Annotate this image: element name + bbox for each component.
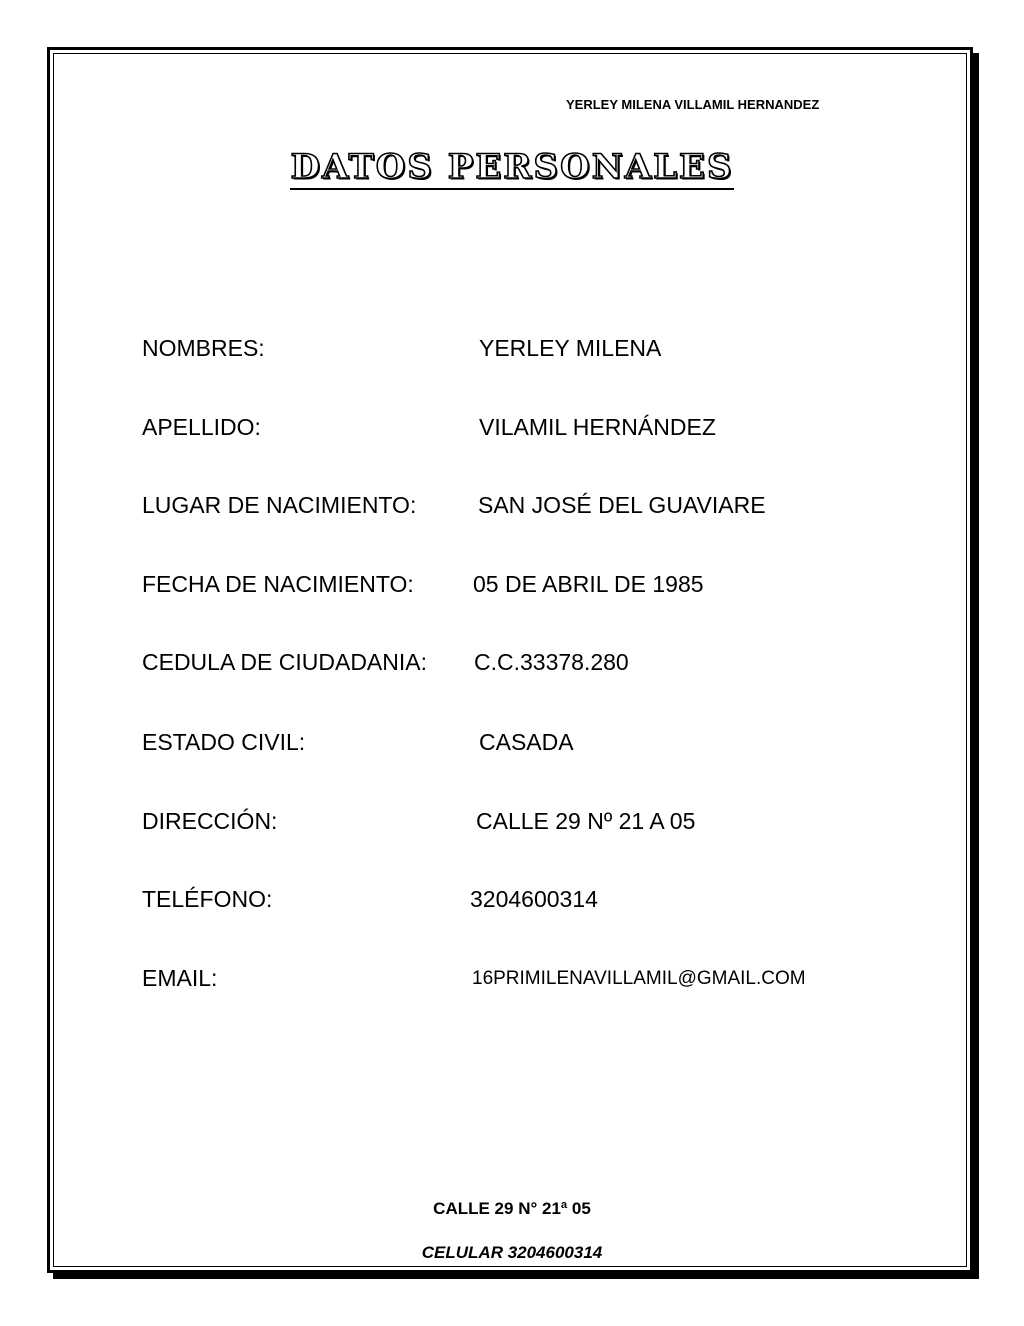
field-row-telefono [142,886,922,916]
field-value: SAN JOSÉ DEL GUAVIARE [478,492,766,518]
field-row-cedula [142,649,922,679]
field-label: ESTADO CIVIL: [142,729,306,755]
field-row-nombres [142,335,922,365]
field-row-fecha-nacimiento [142,571,922,601]
field-label: DIRECCIÓN: [142,808,278,834]
footer-address: CALLE 29 N° 21ª 05 [433,1199,591,1218]
field-value: YERLEY MILENA [479,335,662,361]
field-value: VILAMIL HERNÁNDEZ [479,414,716,440]
field-value: C.C.33378.280 [474,649,629,675]
field-label: EMAIL: [142,965,218,991]
field-label: APELLIDO: [142,414,261,440]
field-label: LUGAR DE NACIMIENTO: [142,492,417,518]
field-value: CALLE 29 Nº 21 A 05 [476,808,696,834]
field-row-apellido [142,414,922,444]
header-name: YERLEY MILENA VILLAMIL HERNANDEZ [566,97,820,112]
field-row-email [142,965,922,995]
page-title: DATOS PERSONALES [290,147,733,190]
field-value: 16PRIMILENAVILLAMIL@GMAIL.COM [472,968,806,989]
field-row-direccion [142,808,922,838]
field-row-estado-civil [142,729,922,759]
footer-phone: CELULAR 3204600314 [421,1243,603,1262]
field-value: 3204600314 [470,886,598,912]
field-value: CASADA [479,729,574,755]
field-row-lugar-nacimiento [142,492,922,522]
field-label: FECHA DE NACIMIENTO: [142,571,414,597]
field-label: NOMBRES: [142,335,265,361]
page-title-wrapper [0,147,1024,190]
field-label: CEDULA DE CIUDADANIA: [142,649,428,675]
field-label: TELÉFONO: [142,886,273,912]
field-value: 05 DE ABRIL DE 1985 [473,571,704,597]
